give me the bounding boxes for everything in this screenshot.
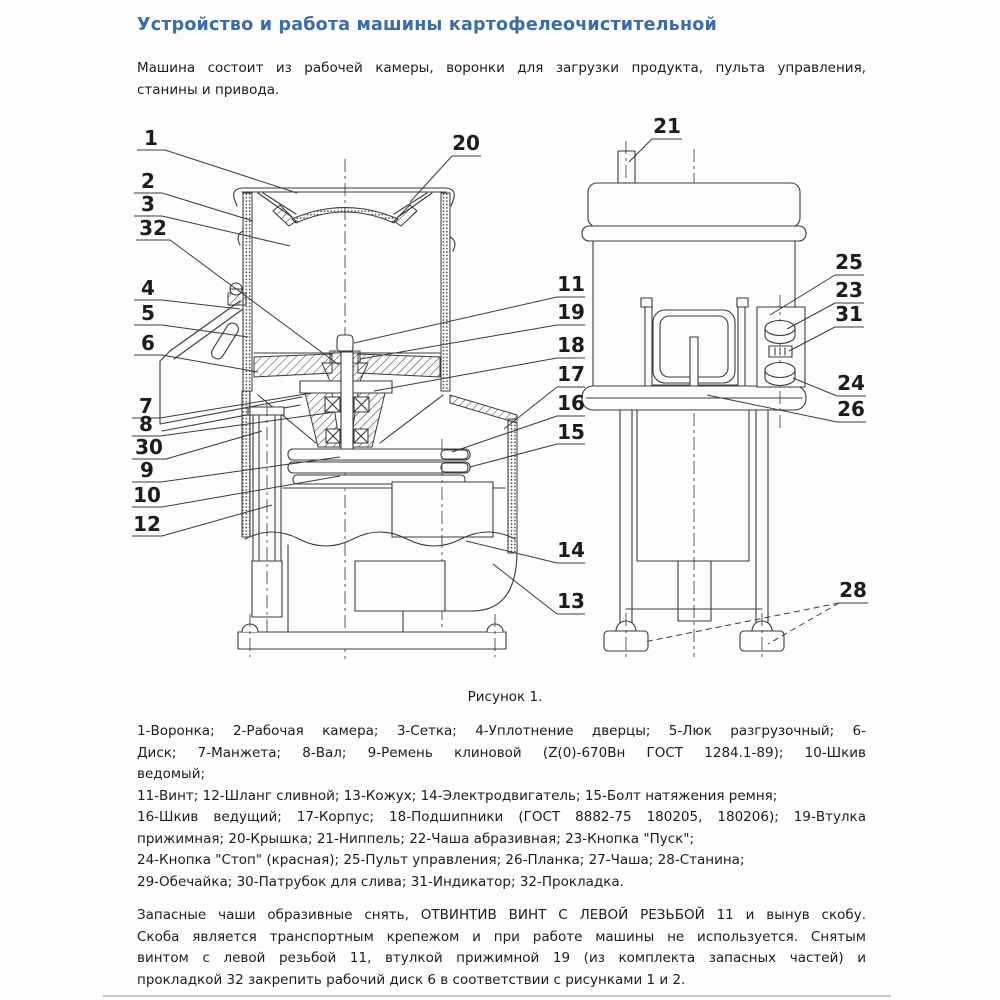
svg-text:18: 18: [557, 333, 585, 357]
text-line: 16-Шкив ведущий; 17-Корпус; 18-Подшипники (ГОСТ 8882-75 180205, 180206); 19-Втулка: [137, 809, 866, 825]
svg-text:21: 21: [653, 114, 681, 138]
page-title: Устройство и работа машины картофелеочистительной: [137, 15, 717, 35]
callout-13: [493, 564, 585, 614]
svg-text:1: 1: [144, 126, 158, 150]
text-line: ведомый;: [137, 766, 206, 782]
callout-19: [360, 300, 585, 359]
callout-11: [354, 272, 585, 343]
svg-text:30: 30: [135, 435, 163, 459]
text-line: Диск; 7-Манжета; 8-Вал; 9-Ремень клиновой (Z(0)-670Вн ГОСТ 1284.1-89); 10-Шкив: [137, 744, 866, 761]
parts-list-paragraph: [137, 721, 866, 893]
svg-text:15: 15: [557, 420, 585, 444]
callout-15: [470, 420, 585, 467]
svg-text:20: 20: [452, 131, 480, 155]
svg-text:12: 12: [133, 512, 161, 536]
text-line: винтом с левой резьбой 11, втулкой прижимной 19 (из комплекта запасных частей) и: [137, 950, 866, 966]
callout-21: [629, 114, 682, 162]
figure-1-diagram: [125, 111, 900, 686]
svg-text:10: 10: [133, 483, 161, 507]
svg-text:4: 4: [141, 276, 155, 300]
text-line: прокладкой 32 закрепить рабочий диск 6 в соответствии с рисунками 1 и 2.: [137, 971, 686, 988]
svg-text:19: 19: [557, 300, 585, 324]
text-line: 11-Винт; 12-Шланг сливной; 13-Кожух; 14-Электродвигатель; 15-Болт натяжения ремня;: [137, 787, 778, 804]
text-line: Скоба является транспортным крепежом и при работе машины не используется. Снятым: [137, 928, 866, 945]
callout-32: [136, 216, 339, 365]
callout-12: [132, 505, 272, 536]
stop-button: [765, 363, 795, 386]
figure-1: [125, 111, 915, 708]
svg-text:28: 28: [839, 578, 867, 602]
svg-text:6: 6: [141, 331, 155, 355]
svg-text:16: 16: [557, 391, 585, 415]
text-line: станины и привода.: [137, 81, 280, 98]
indicator-light: [769, 346, 792, 357]
right-view-side: [582, 141, 806, 661]
intro-paragraph: [137, 58, 866, 101]
svg-text:25: 25: [835, 250, 863, 274]
text-line: прижимная; 20-Крышка; 21-Ниппель; 22-Чаша абразивная; 23-Кнопка "Пуск";: [137, 830, 695, 847]
text-line: 1-Воронка; 2-Рабочая камера; 3-Сетка; 4-Уплотнение дверцы; 5-Люк разгрузочный; 6-: [137, 723, 866, 739]
svg-text:24: 24: [837, 371, 865, 395]
callout-14: [466, 538, 585, 563]
svg-text:31: 31: [835, 302, 863, 326]
text-line: 24-Кнопка "Стоп" (красная); 25-Пульт управления; 26-Планка; 27-Чаша; 28-Станина;: [137, 852, 745, 868]
svg-text:9: 9: [140, 458, 154, 482]
svg-text:5: 5: [141, 301, 155, 325]
svg-text:23: 23: [835, 278, 863, 302]
bottom-divider: [103, 995, 891, 997]
svg-text:26: 26: [837, 397, 865, 421]
svg-text:3: 3: [141, 192, 155, 216]
svg-text:14: 14: [557, 538, 585, 562]
start-button: [765, 321, 795, 344]
svg-text:13: 13: [557, 589, 585, 613]
text-line: Запасные чаши образивные снять, ОТВИНТИВ ВИНТ С ЛЕВОЙ РЕЗЬБОЙ 11 и вынув скобу.: [137, 907, 866, 923]
svg-text:2: 2: [141, 169, 155, 193]
svg-text:11: 11: [557, 272, 585, 296]
callout-1: [137, 126, 297, 193]
text-line: Машина состоит из рабочей камеры, воронки для загрузки продукта, пульта управления,: [137, 60, 866, 76]
svg-text:17: 17: [557, 362, 585, 386]
notes-paragraph: [137, 905, 866, 991]
svg-text:8: 8: [139, 412, 153, 436]
text-line: 29-Обечайка; 30-Патрубок для слива; 31-Индикатор; 32-Прокладка.: [137, 873, 624, 890]
svg-text:32: 32: [139, 216, 167, 240]
callout-20: [410, 131, 481, 202]
figure-caption: Рисунок 1.: [467, 689, 543, 705]
callout-7: [132, 393, 312, 418]
svg-text:7: 7: [139, 394, 153, 418]
callout-6: [134, 331, 258, 372]
